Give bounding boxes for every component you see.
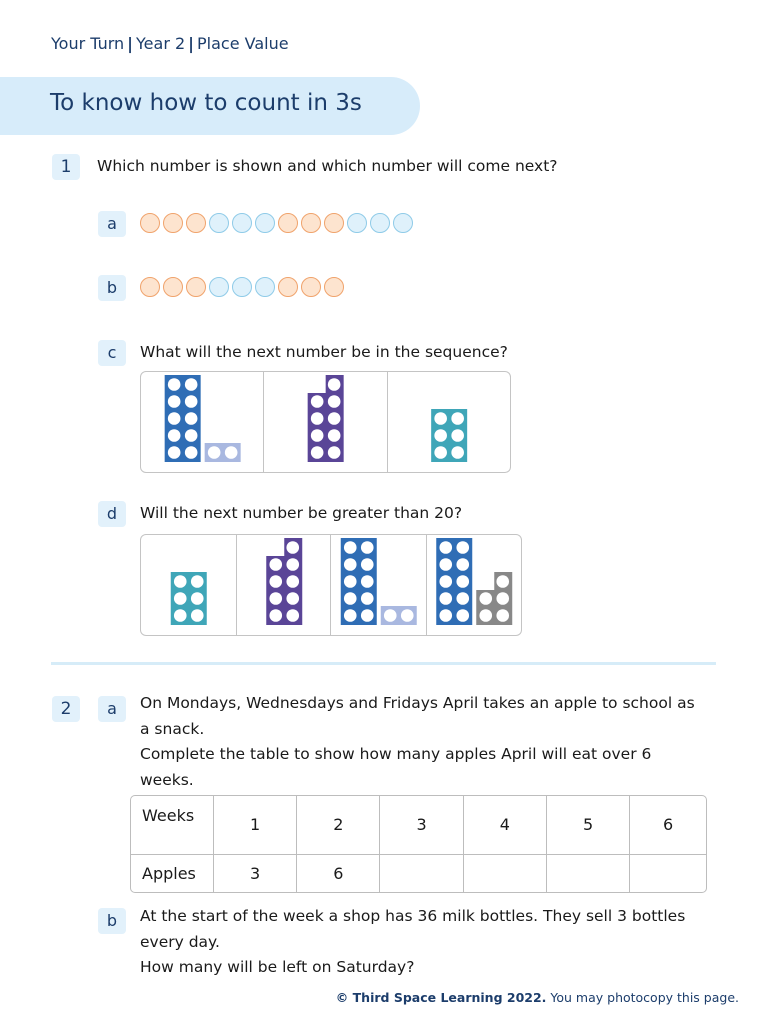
numicon-hole bbox=[174, 575, 187, 588]
apples-answer-cell[interactable] bbox=[547, 855, 630, 892]
orange-counter bbox=[278, 213, 298, 233]
numicon-hole bbox=[456, 558, 469, 571]
numicon-hole bbox=[439, 609, 452, 622]
numicon-hole bbox=[286, 592, 299, 605]
numicon-hole bbox=[185, 412, 198, 425]
numicon-hole bbox=[344, 558, 357, 571]
footer bbox=[336, 990, 739, 1005]
part-label-1a: a bbox=[98, 211, 126, 237]
numicon-hole bbox=[328, 395, 341, 408]
numicon-hole bbox=[451, 446, 464, 459]
numicon-sequence-1c bbox=[140, 371, 511, 473]
footer-note: You may photocopy this page. bbox=[550, 990, 739, 1005]
numicon-hole bbox=[328, 429, 341, 442]
numicon-hole bbox=[496, 575, 509, 588]
part-label-2b: b bbox=[98, 908, 126, 934]
breadcrumb-item-1: Your Turn bbox=[51, 34, 125, 53]
numicon-hole bbox=[191, 575, 204, 588]
numicon-hole bbox=[328, 412, 341, 425]
numicon-hole bbox=[456, 609, 469, 622]
part-label-1d: d bbox=[98, 501, 126, 527]
part-label-1c: c bbox=[98, 340, 126, 366]
question-2a-line-4: weeks. bbox=[140, 771, 194, 789]
blue-counter bbox=[232, 213, 252, 233]
numicon-hole bbox=[191, 609, 204, 622]
orange-counter bbox=[140, 277, 160, 297]
numicon-hole bbox=[439, 575, 452, 588]
numicon-hole bbox=[286, 558, 299, 571]
apples-table bbox=[130, 795, 707, 893]
weeks-cell: 6 bbox=[630, 796, 706, 855]
numicon-hole bbox=[434, 446, 447, 459]
blue-counter bbox=[255, 277, 275, 297]
breadcrumb-separator: | bbox=[188, 34, 194, 53]
numicon-value-9 bbox=[264, 372, 387, 472]
numicon-hole bbox=[185, 429, 198, 442]
numicon-hole bbox=[269, 575, 282, 588]
numicon-value-12 bbox=[141, 372, 264, 472]
numicon-hole bbox=[456, 592, 469, 605]
numicon-hole bbox=[344, 575, 357, 588]
breadcrumb-separator: | bbox=[127, 34, 134, 53]
numicon-value-12 bbox=[331, 535, 427, 635]
numicon-hole bbox=[496, 609, 509, 622]
numicon-hole bbox=[174, 609, 187, 622]
apples-answer-cell[interactable] bbox=[380, 855, 463, 892]
question-1-prompt: Which number is shown and which number will come next? bbox=[97, 157, 558, 175]
apples-answer-cell[interactable] bbox=[464, 855, 547, 892]
part-label-2a: a bbox=[98, 696, 126, 722]
question-number-2: 2 bbox=[52, 696, 80, 722]
question-2b-line-1: At the start of the week a shop has 36 milk bottles. They sell 3 bottles bbox=[140, 907, 686, 925]
numicon-hole bbox=[439, 541, 452, 554]
section-divider bbox=[51, 662, 716, 665]
blue-counter bbox=[209, 213, 229, 233]
numicon-hole bbox=[361, 609, 374, 622]
orange-counter bbox=[186, 277, 206, 297]
numicon-hole bbox=[456, 575, 469, 588]
numicon-value-15 bbox=[427, 535, 522, 635]
counter-row-1b bbox=[140, 277, 347, 297]
footer-copyright: © Third Space Learning 2022. bbox=[335, 990, 547, 1005]
breadcrumb-item-2: Year 2 bbox=[136, 34, 186, 53]
numicon-hole bbox=[286, 609, 299, 622]
numicon-hole bbox=[168, 378, 181, 391]
blue-counter bbox=[393, 213, 413, 233]
counter-row-1a bbox=[140, 213, 416, 233]
weeks-cell: 1 bbox=[214, 796, 297, 855]
numicon-hole bbox=[361, 558, 374, 571]
sequence-cell bbox=[141, 372, 264, 472]
question-1c-prompt: What will the next number be in the sequence? bbox=[140, 343, 508, 361]
numicon-hole bbox=[456, 541, 469, 554]
title-band bbox=[0, 77, 420, 135]
apples-cell: 6 bbox=[297, 855, 380, 892]
numicon-hole bbox=[269, 558, 282, 571]
orange-counter bbox=[324, 277, 344, 297]
numicon-hole bbox=[439, 592, 452, 605]
numicon-hole bbox=[174, 592, 187, 605]
breadcrumb-item-3: Place Value bbox=[197, 34, 289, 53]
table-row-apples bbox=[131, 855, 706, 892]
orange-counter bbox=[301, 213, 321, 233]
breadcrumb bbox=[51, 34, 289, 53]
numicon-hole bbox=[434, 429, 447, 442]
part-label-1b: b bbox=[98, 275, 126, 301]
numicon-hole bbox=[225, 446, 238, 459]
blue-counter bbox=[347, 213, 367, 233]
weeks-cell: 2 bbox=[297, 796, 380, 855]
row-header-apples: Apples bbox=[131, 855, 214, 892]
orange-counter bbox=[301, 277, 321, 297]
page-title: To know how to count in 3s bbox=[50, 90, 362, 116]
numicon-hole bbox=[208, 446, 221, 459]
numicon-value-6 bbox=[388, 372, 510, 472]
question-2a-line-2: a snack. bbox=[140, 720, 205, 738]
numicon-hole bbox=[344, 541, 357, 554]
numicon-hole bbox=[168, 395, 181, 408]
numicon-hole bbox=[384, 609, 397, 622]
numicon-hole bbox=[434, 412, 447, 425]
numicon-hole bbox=[185, 446, 198, 459]
numicon-hole bbox=[168, 429, 181, 442]
question-2a-line-3: Complete the table to show how many apples April will eat over 6 bbox=[140, 745, 652, 763]
numicon-hole bbox=[401, 609, 414, 622]
numicon-hole bbox=[361, 541, 374, 554]
sequence-cell bbox=[388, 372, 510, 472]
sequence-cell bbox=[141, 535, 237, 635]
question-number-1: 1 bbox=[52, 154, 80, 180]
numicon-hole bbox=[311, 429, 324, 442]
numicon-hole bbox=[361, 575, 374, 588]
weeks-cell: 5 bbox=[547, 796, 630, 855]
sequence-cell bbox=[264, 372, 387, 472]
orange-counter bbox=[163, 213, 183, 233]
numicon-hole bbox=[191, 592, 204, 605]
numicon-hole bbox=[451, 429, 464, 442]
numicon-hole bbox=[451, 412, 464, 425]
orange-counter bbox=[186, 213, 206, 233]
sequence-cell bbox=[237, 535, 332, 635]
blue-counter bbox=[232, 277, 252, 297]
numicon-hole bbox=[269, 592, 282, 605]
blue-counter bbox=[370, 213, 390, 233]
apples-cell: 3 bbox=[214, 855, 297, 892]
numicon-hole bbox=[311, 446, 324, 459]
numicon-hole bbox=[496, 592, 509, 605]
orange-counter bbox=[324, 213, 344, 233]
numicon-sequence-1d bbox=[140, 534, 522, 636]
weeks-cell: 4 bbox=[464, 796, 547, 855]
question-1d-prompt: Will the next number be greater than 20? bbox=[140, 504, 463, 522]
numicon-hole bbox=[185, 395, 198, 408]
numicon-value-6 bbox=[141, 535, 237, 635]
sequence-cell bbox=[427, 535, 522, 635]
numicon-hole bbox=[361, 592, 374, 605]
numicon-hole bbox=[311, 395, 324, 408]
blue-counter bbox=[255, 213, 275, 233]
numicon-hole bbox=[328, 378, 341, 391]
numicon-hole bbox=[168, 412, 181, 425]
question-2b-line-3: How many will be left on Saturday? bbox=[140, 958, 415, 976]
numicon-hole bbox=[168, 446, 181, 459]
numicon-hole bbox=[311, 412, 324, 425]
numicon-hole bbox=[185, 378, 198, 391]
numicon-hole bbox=[269, 609, 282, 622]
orange-counter bbox=[140, 213, 160, 233]
blue-counter bbox=[209, 277, 229, 297]
numicon-hole bbox=[344, 592, 357, 605]
numicon-hole bbox=[479, 609, 492, 622]
numicon-hole bbox=[344, 609, 357, 622]
numicon-hole bbox=[439, 558, 452, 571]
orange-counter bbox=[278, 277, 298, 297]
weeks-cell: 3 bbox=[380, 796, 463, 855]
numicon-hole bbox=[286, 575, 299, 588]
question-2a-line-1: On Mondays, Wednesdays and Fridays April takes an apple to school as bbox=[140, 694, 695, 712]
row-header-weeks: Weeks bbox=[131, 796, 214, 855]
numicon-hole bbox=[328, 446, 341, 459]
numicon-hole bbox=[286, 541, 299, 554]
numicon-hole bbox=[479, 592, 492, 605]
question-2b-line-2: every day. bbox=[140, 933, 220, 951]
apples-answer-cell[interactable] bbox=[630, 855, 706, 892]
orange-counter bbox=[163, 277, 183, 297]
sequence-cell bbox=[331, 535, 427, 635]
numicon-value-9 bbox=[237, 535, 332, 635]
table-row-weeks bbox=[131, 796, 706, 855]
